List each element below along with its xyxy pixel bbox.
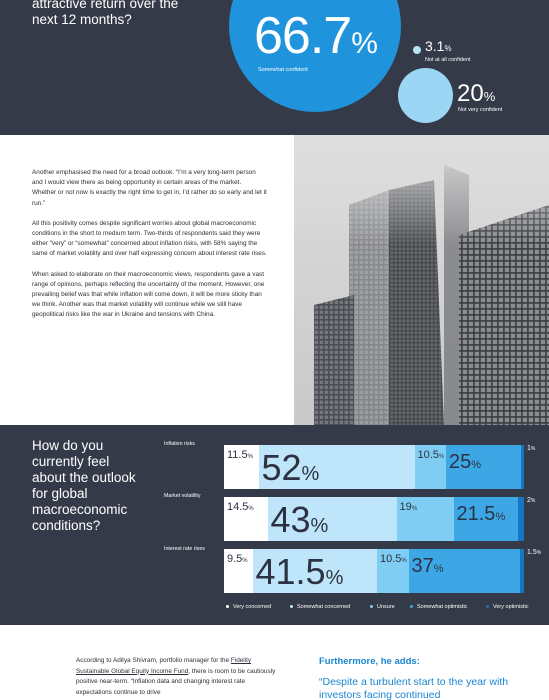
bottom-paragraph: According to Aditya Shivram, portfolio manager for the Fidelity Sustainable Global Equity Income Fund, there is room to be cautiously positive near-term. “Inflation data and changing interest rate expectations continue to drive [76,657,276,696]
category-label: Interest rate rises [164,546,205,552]
legend-somewhat-concerned: Somewhat concerned [290,604,350,610]
paragraph: When asked to elaborate on their macroeconomic views, respondents gave a vast range of opinions, perhaps reflecting the uncertainty of the moment. However, one prevailing belief was that while inflation will come down, it will be more sticky than we think. Another was that market volatility will continue while we still have geopolitical risks like the war in Ukraine and tensions with China. [32,270,265,319]
bar-segment-very-optimistic [520,549,525,593]
bar-value-label: 19% [399,501,418,513]
legend-dot [370,605,373,608]
paragraph: All this positivity comes despite significant worries about global macroeconomic conditions in the short to medium term. Two-thirds of respondents said they were either “very” or “somewhat” concerned about inflation risks, with 58% saying the same of market volatility and over half expressing concern about interest rate rises. [32,219,267,258]
chart-question: How do you currently feel about the outlook for global macroeconomic conditions? [32,438,136,533]
bar-segment-very-optimistic [521,445,524,489]
very-optimistic-value: 1.5% [527,549,542,556]
legend-dot [486,605,489,608]
category-label: Market volatility [164,493,201,499]
bar-value-label: 37% [411,555,444,577]
skyscraper-illustration [294,135,549,425]
not-at-all-confident-bubble [413,46,421,54]
somewhat-confident-label: Somewhat confident [258,67,308,73]
bar-value-label: 9.5% [227,553,248,565]
bar-value-label: 10.5% [417,449,445,461]
legend-dot [226,605,229,608]
fund-link[interactable]: Fidelity Sustainable Global Equity Income Fund [76,657,252,675]
somewhat-confident-value: 66.7% [254,7,377,65]
bar-value-label: 10.5% [380,553,407,565]
not-at-all-confident-label: Not at all confident [425,57,471,63]
bar-row-inflation [224,445,524,489]
bar-row-market-volatility [224,497,524,541]
pull-quote: “Despite a turbulent start to the year with investors facing continued [319,676,509,700]
very-optimistic-value: 1% [527,445,536,452]
skyscraper-photo [294,135,549,425]
bar-value-label: 25% [449,451,482,473]
not-at-all-confident-value: 3.1% [425,38,452,54]
not-very-confident-bubble [398,68,453,123]
bar-value-label: 41.5% [255,551,344,592]
legend-dot [290,605,293,608]
not-very-confident-value: 20% [457,80,496,107]
legend-unsure: Unsure [370,604,395,610]
not-very-confident-label: Not very confident [458,107,503,113]
macro-outlook-panel [0,425,549,625]
confidence-question: attractive return over the next 12 months? [32,0,179,27]
paragraph: Another emphasised the need for a broad outlook. “I’m a very long-term person and I would view there as being opportunity in certain areas of the market. Whether or not now is exactly the right time to get in, I’d rather do so early and let it run.” [32,169,267,207]
bar-value-label: 43% [270,499,329,540]
bar-segment-very-optimistic [518,497,524,541]
bar-value-label: 11.5% [227,449,253,461]
bar-value-label: 14.5% [227,501,254,513]
very-optimistic-value: 2% [527,497,536,504]
confidence-panel [0,0,549,135]
category-label: Inflation risks [164,441,195,447]
legend-very-concerned: Very concerned [226,604,271,610]
legend-somewhat-optimistic: Somewhat optimistic [410,604,467,610]
article-body [32,168,267,331]
pull-quote-heading: Furthermore, he adds: [319,656,420,667]
legend-dot [410,605,413,608]
bar-value-label: 52% [261,447,320,488]
bar-row-interest-rates [224,549,524,593]
legend-very-optimistic: Very optimistic [486,604,528,610]
bar-value-label: 21.5% [456,503,506,525]
